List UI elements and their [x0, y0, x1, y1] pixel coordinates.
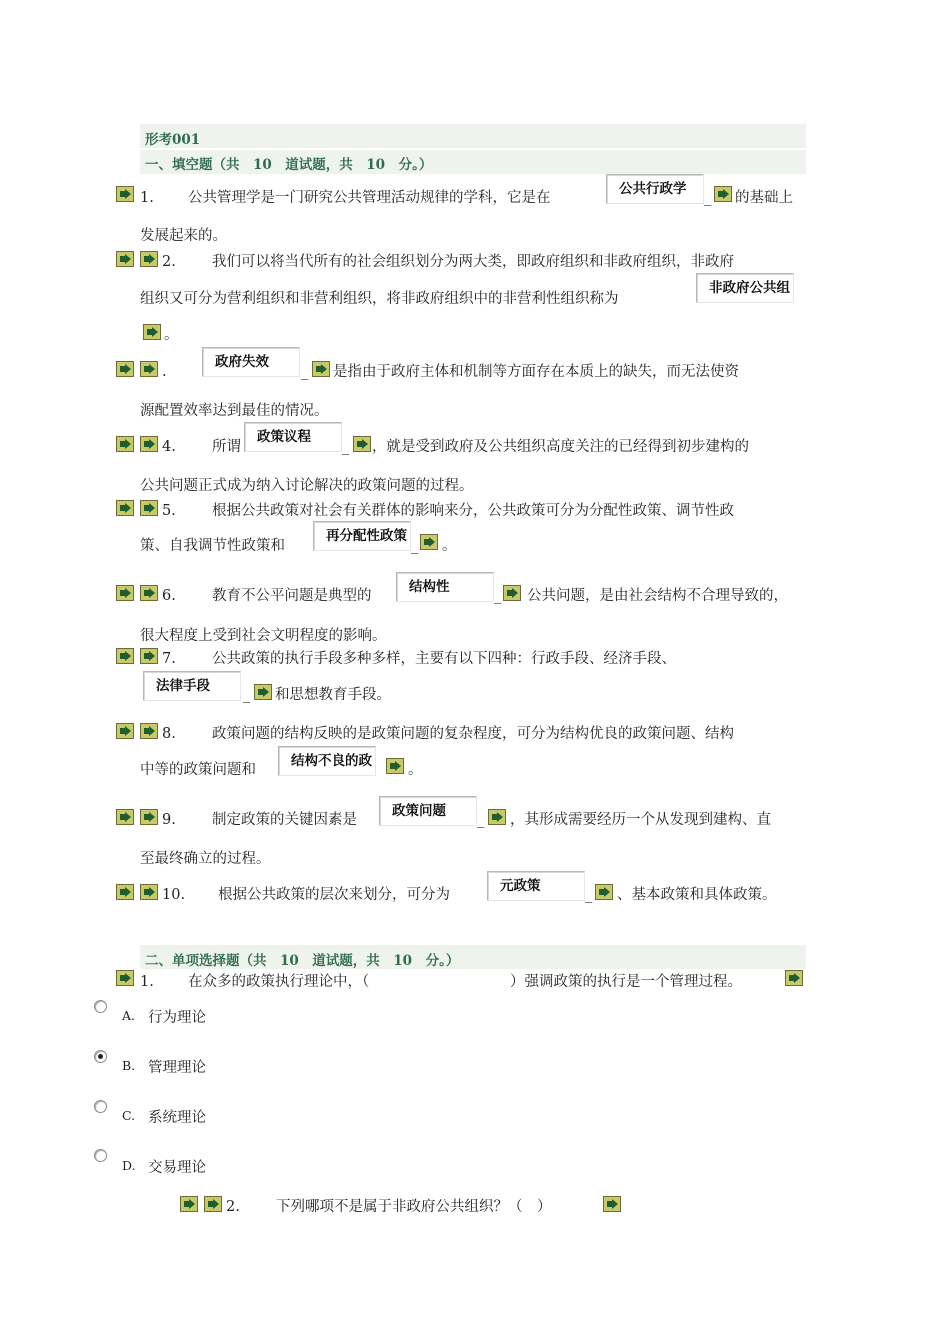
- option-c-radio[interactable]: [94, 1100, 107, 1113]
- question-status-icon: [140, 361, 158, 377]
- q3-text-line2: 源配置效率达到最佳的情况。: [140, 403, 329, 419]
- option-a-letter-text: A.: [122, 1008, 136, 1023]
- q7-answer-value: 法律手段: [156, 678, 210, 694]
- q4-number: 4.: [162, 439, 176, 455]
- s2q2-number: 2.: [226, 1199, 240, 1215]
- q6-text-pre: 教育不公平问题是典型的: [212, 588, 372, 604]
- answer-check-icon: [714, 186, 732, 202]
- option-d-letter: [122, 1158, 136, 1174]
- q9-text-pre: 制定政策的关键因素是: [212, 812, 357, 828]
- q3-number: .: [162, 364, 167, 380]
- option-c-letter: [122, 1108, 135, 1124]
- q10-text-post: 、基本政策和具体政策。: [617, 887, 777, 903]
- question-status-icon: [204, 1196, 222, 1212]
- question-status-icon: [116, 585, 134, 601]
- option-d-letter-text: D.: [122, 1158, 136, 1173]
- answer-check-icon: [143, 324, 161, 340]
- s2q1-text-pre: 在众多的政策执行理论中，（: [188, 974, 370, 990]
- question-status-icon: [116, 723, 134, 739]
- answer-underscore: _: [494, 588, 502, 604]
- q7-number: 7.: [162, 651, 176, 667]
- question-status-icon: [116, 186, 134, 202]
- option-b-letter: [122, 1058, 135, 1074]
- q7-text-post: 和思想教育手段。: [275, 687, 391, 703]
- question-status-icon: [140, 723, 158, 739]
- question-status-icon: [140, 648, 158, 664]
- q8-text-pre2: 中等的政策问题和: [140, 762, 256, 778]
- question-status-icon: [116, 648, 134, 664]
- q8-answer-field[interactable]: [278, 746, 376, 776]
- q5-text-pre2: 策、自我调节性政策和: [140, 538, 285, 554]
- q2-answer-value: 非政府公共组: [709, 280, 790, 296]
- q6-text-post: 公共问题，是由社会结构不合理导致的，: [527, 588, 788, 604]
- q5-text-line1: 根据公共政策对社会有关群体的影响来分，公共政策可分为分配性政策、调节性政: [212, 503, 734, 519]
- question-status-icon: [140, 884, 158, 900]
- option-c-label[interactable]: 系统理论: [148, 1110, 206, 1126]
- question-status-icon: [116, 251, 134, 267]
- q1-text-post: 的基础上: [735, 190, 793, 206]
- question-status-icon: [140, 585, 158, 601]
- q6-answer-value: 结构性: [409, 579, 450, 595]
- question-status-icon: [140, 809, 158, 825]
- s2q2-text: 下列哪项不是属于非政府公共组织？（ ）: [276, 1199, 552, 1215]
- q5-answer-field[interactable]: [313, 521, 411, 551]
- q2-answer-field[interactable]: [696, 273, 794, 303]
- q9-answer-field[interactable]: [379, 796, 477, 826]
- s2q1-number: 1.: [140, 974, 154, 990]
- answer-underscore: _: [585, 887, 593, 903]
- question-status-icon: [116, 500, 134, 516]
- exam-title: 形考001: [145, 132, 201, 148]
- question-status-icon: [116, 809, 134, 825]
- q2-text-end: 。: [164, 327, 179, 343]
- q8-text-line1: 政策问题的结构反映的是政策问题的复杂程度，可分为结构优良的政策问题、结构: [212, 726, 734, 742]
- q7-text-line1: 公共政策的执行手段多种多样，主要有以下四种：行政手段、经济手段、: [212, 651, 676, 667]
- q4-text-pre: 所谓: [212, 439, 241, 455]
- answer-check-icon: [312, 361, 330, 377]
- q9-number: 9.: [162, 812, 176, 828]
- answer-check-icon: [420, 534, 438, 550]
- q7-answer-field[interactable]: [143, 671, 241, 701]
- q9-answer-value: 政策问题: [392, 803, 446, 819]
- question-status-icon: [116, 884, 134, 900]
- q2-text-line1: 我们可以将当代所有的社会组织划分为两大类，即政府组织和非政府组织，非政府: [212, 254, 734, 270]
- answer-underscore: _: [243, 687, 251, 703]
- q8-answer-value: 结构不良的政: [291, 753, 372, 769]
- q6-answer-field[interactable]: [396, 572, 494, 602]
- answer-underscore: _: [411, 538, 419, 554]
- answer-underscore: _: [477, 812, 485, 828]
- answer-check-icon: [488, 809, 506, 825]
- answer-check-icon: [603, 1196, 621, 1212]
- option-a-letter: [122, 1008, 135, 1024]
- q3-answer-value: 政府失效: [215, 354, 269, 370]
- q1-answer-value: 公共行政学: [619, 181, 687, 197]
- q10-text-pre: 根据公共政策的层次来划分，可分为: [218, 887, 450, 903]
- q4-text-post: ，就是受到政府及公共组织高度关注的已经得到初步建构的: [372, 439, 749, 455]
- answer-check-icon: [254, 684, 272, 700]
- question-status-icon: [116, 970, 134, 986]
- option-c-letter-text: C.: [122, 1108, 136, 1123]
- q8-number: 8.: [162, 726, 176, 742]
- answer-check-icon: [595, 884, 613, 900]
- question-status-icon: [116, 361, 134, 377]
- q1-text-line2: 发展起来的。: [140, 228, 227, 244]
- q5-text-end: 。: [442, 538, 457, 554]
- q3-text-post: 是指由于政府主体和机制等方面存在本质上的缺失，而无法使资: [333, 364, 739, 380]
- q4-text-line2: 公共问题正式成为纳入讨论解决的政策问题的过程。: [140, 478, 474, 494]
- q10-number: 10.: [162, 887, 186, 903]
- option-a-radio[interactable]: [94, 1000, 107, 1013]
- question-status-icon: [116, 436, 134, 452]
- answer-check-icon: [353, 436, 371, 452]
- question-status-icon: [140, 500, 158, 516]
- q6-text-line2: 很大程度上受到社会文明程度的影响。: [140, 628, 387, 644]
- answer-underscore: _: [704, 190, 712, 206]
- q9-text-line2: 至最终确立的过程。: [140, 851, 271, 867]
- q10-answer-field[interactable]: [487, 871, 585, 901]
- q6-number: 6.: [162, 588, 176, 604]
- question-status-icon: [180, 1196, 198, 1212]
- option-b-radio[interactable]: [94, 1050, 107, 1063]
- option-b-letter-text: B.: [122, 1058, 136, 1073]
- title-band: [140, 124, 806, 148]
- question-status-icon: [140, 251, 158, 267]
- q2-text-line2: 组织又可分为营利组织和非营利组织，将非政府组织中的非营利性组织称为: [140, 291, 619, 307]
- option-d-label[interactable]: 交易理论: [148, 1160, 206, 1176]
- q1-number: 1.: [140, 190, 154, 206]
- q1-answer-field[interactable]: [606, 174, 704, 204]
- option-d-radio[interactable]: [94, 1149, 107, 1162]
- s2q1-text-post: ）强调政策的执行是一个管理过程。: [510, 974, 742, 990]
- question-status-icon: [140, 436, 158, 452]
- q2-number: 2.: [162, 254, 176, 270]
- q10-answer-value: 元政策: [500, 878, 541, 894]
- option-a-label[interactable]: 行为理论: [148, 1010, 206, 1026]
- section1-header: 一、填空题（共 10 道试题，共 10 分。）: [145, 157, 433, 173]
- answer-underscore: _: [342, 439, 350, 455]
- option-b-label[interactable]: 管理理论: [148, 1060, 206, 1076]
- q1-text-pre: 公共管理学是一门研究公共管理活动规律的学科，它是在: [188, 190, 551, 206]
- q5-number: 5.: [162, 503, 176, 519]
- q3-answer-field[interactable]: [202, 347, 300, 377]
- q5-answer-value: 再分配性政策: [326, 528, 407, 544]
- answer-check-icon: [386, 758, 404, 774]
- q4-answer-field[interactable]: [244, 422, 342, 452]
- q9-text-post: ，其形成需要经历一个从发现到建构、直: [510, 812, 771, 828]
- answer-check-icon: [503, 585, 521, 601]
- answer-underscore: _: [301, 364, 309, 380]
- section2-header: 二、单项选择题（共 10 道试题，共 10 分。）: [145, 953, 460, 969]
- answer-check-icon: [785, 970, 803, 986]
- q4-answer-value: 政策议程: [257, 429, 311, 445]
- q8-text-end: 。: [408, 762, 423, 778]
